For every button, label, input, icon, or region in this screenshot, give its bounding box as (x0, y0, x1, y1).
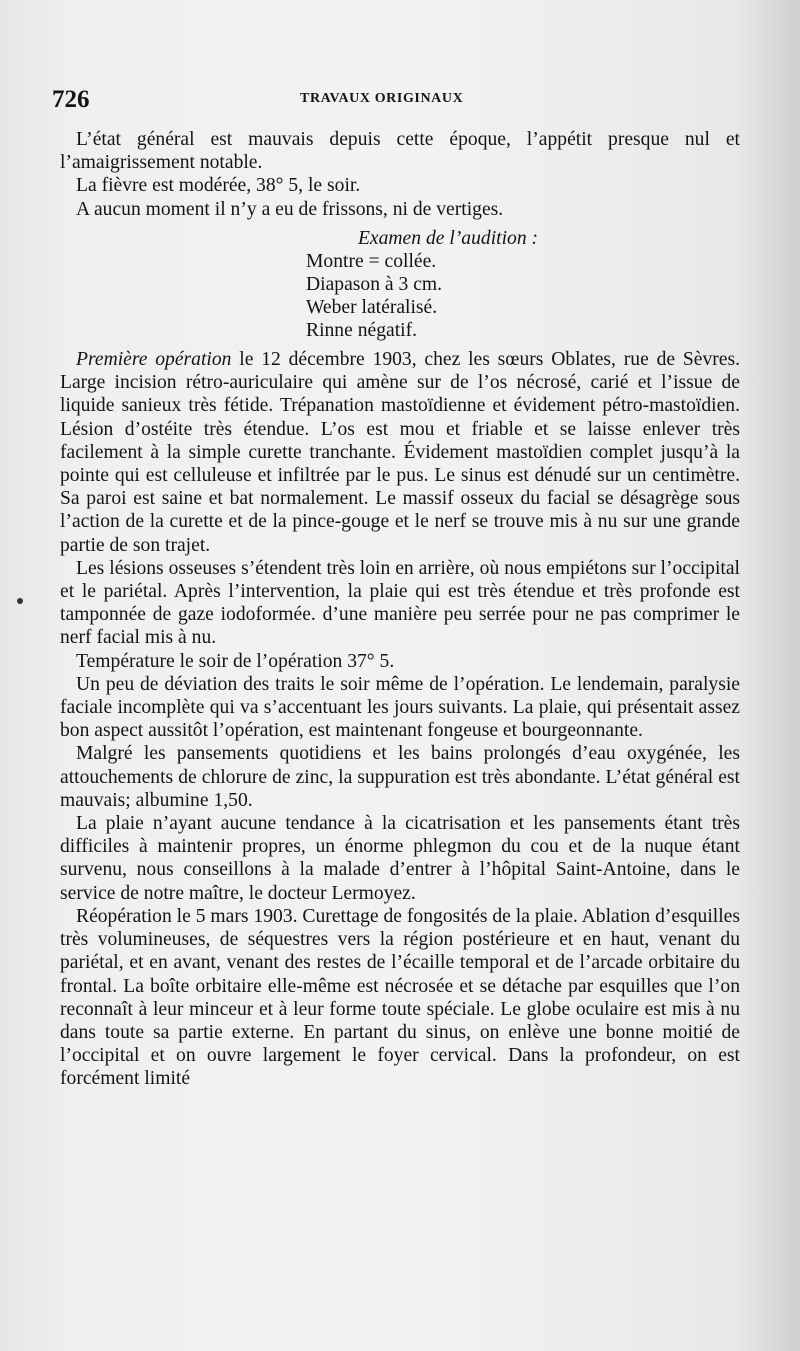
audition-exam (60, 227, 740, 342)
exam-item-weber: Weber latéralisé. (306, 297, 438, 319)
paragraph-etat-general: L’état général est mauvais depuis cette époque, l’appétit presque nul et l’amaigrissement notable. (60, 129, 740, 174)
paragraph-phlegmon: La plaie n’ayant aucune tendance à la cicatrisation et les pansements étant très difficiles à maintenir propres, un énorme phlegmon du cou et de la nuque étant survenu, nous conseillons à la malade d’entrer à l’hôpital Saint-Antoine, dans le service de notre maître, le docteur Lermoyez. (60, 813, 740, 904)
body-text (60, 128, 740, 1091)
paragraph-deviation: Un peu de déviation des traits le soir même de l’opération. Le lendemain, paralysie faciale incomplète qui va s’accentuant les jours suivants. La plaie, qui présentait assez bon aspect aussitôt l’opération, est maintenant fongeuse et bourgeonnante. (60, 673, 740, 742)
exam-item-montre: Montre = collée. (306, 251, 437, 273)
paragraph-fievre: La fièvre est modérée, 38° 5, le soir. (76, 175, 361, 197)
paragraph-premiere-operation (60, 348, 740, 557)
paragraph-frissons: A aucun moment il n’y a eu de frissons, ni de vertiges. (76, 198, 504, 220)
running-title: TRAVAUX ORIGINAUX (300, 91, 464, 106)
paragraph-lesions: Les lésions osseuses s’étendent très loin en arrière, où nous empiétons sur l’occipital et le pariétal. Après l’intervention, la plaie qui est très étendue et très profonde est tamponnée de gaze iodoformée. d’une manière peu serrée pour ne pas comprimer le nerf facial mis à nu. (60, 557, 740, 649)
operation-lead: Première opération (76, 349, 232, 371)
exam-list (60, 250, 740, 342)
operation-text: le 12 décembre 1903, chez les sœurs Oblates, rue de Sèvres. Large incision rétro-auriculaire qui amène sur de l’os nécrosé, carié et l’issue de liquide sanieux très fétide. Trépanation mastoïdienne et évidement pétro-mastoïdien. Lésion d’ostéite très étendue. L’os est mou et friable et se laisse enlever très facilement à la simple curette tranchante. Évidement mastoïdien complet jusqu’à la pointe qui est celluleuse et infiltrée par le pus. Le sinus est dénudé sur un centimètre. Sa paroi est saine et bat normalement. Le massif osseux du facial se désagrège sous l’action de la curette et de la pince-gouge et le nerf se trouve mis à nu sur une grande partie de son trajet. (60, 349, 741, 556)
page-header (52, 86, 760, 114)
paragraph-reoperation: Réopération le 5 mars 1903. Curettage de fongosités de la plaie. Ablation d’esquilles très volumineuses, de séquestres vers la région postérieure et en haut, venant du pariétal, et en avant, venant des restes de l’écaille temporal et de l’arcade orbitaire du frontal. La boîte orbitaire elle-même est nécrosée et se détache par esquilles que l’on reconnaît à leur minceur et à leur forme toute spéciale. Le globe oculaire est mis à nu dans toute sa partie externe. En partant du sinus, on enlève une bonne moitié de l’occipital et on ouvre largement le foyer cervical. Dans la profondeur, on est forcément limité (60, 905, 740, 1090)
exam-title: Examen de l’audition : (357, 227, 539, 249)
paragraph-pansements: Malgré les pansements quotidiens et les bains prolongés d’eau oxygénée, les attouchements de chlorure de zinc, la suppuration est très abondante. L’état général est mauvais; albumine 1,50. (60, 743, 740, 811)
page-number: 726 (52, 86, 90, 113)
exam-item-rinne: Rinne négatif. (306, 320, 417, 342)
margin-ink-mark (17, 598, 23, 604)
exam-item-diapason: Diapason à 3 cm. (306, 274, 443, 296)
paragraph-temperature: Température le soir de l’opération 37° 5. (76, 650, 395, 672)
